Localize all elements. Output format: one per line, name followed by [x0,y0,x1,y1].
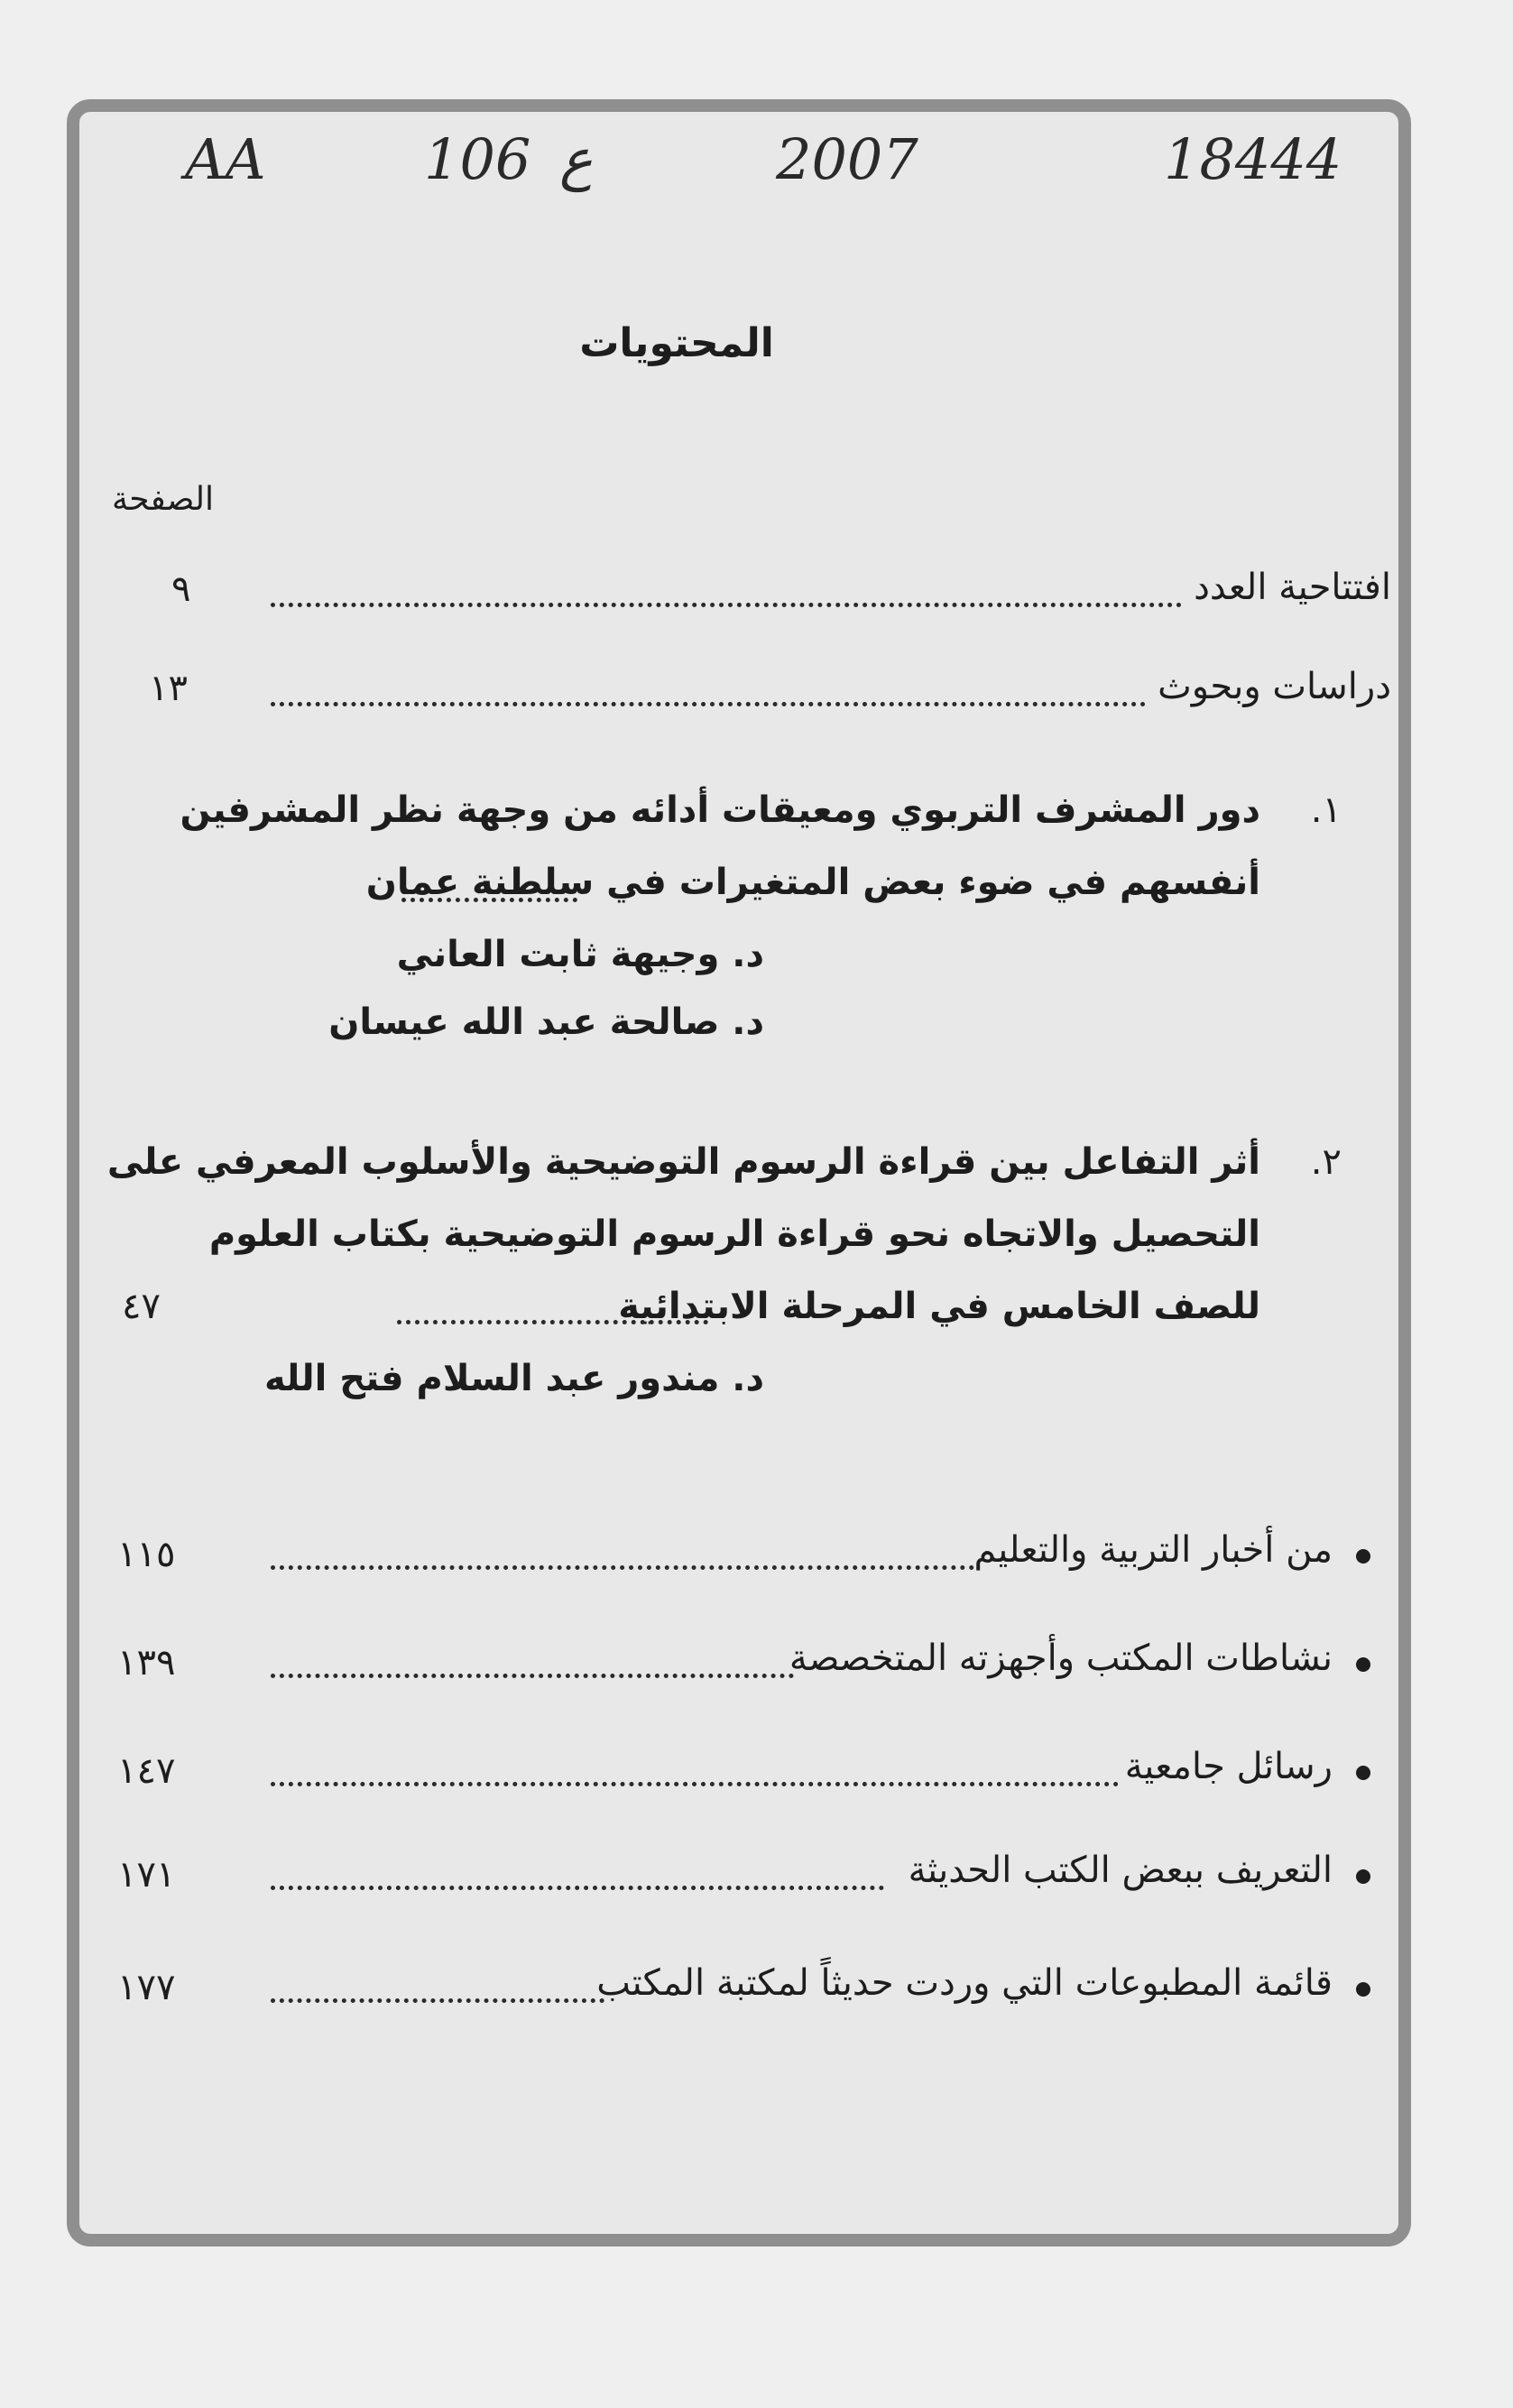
bullet [1356,1982,1370,1997]
study-title-line: دور المشرف التربوي ومعيقات أدائه من وجهة نظر المشرفين [180,789,1260,831]
study-title-line: التحصيل والاتجاه نحو قراءة الرسوم التوضيحية بكتاب العلوم [208,1213,1260,1255]
leader-dots [271,1886,884,1890]
page-number: ١٧١ [117,1854,176,1896]
page-column-header: الصفحة [112,481,214,518]
page-number: ١٣٩ [117,1642,176,1684]
study-author: د. صالحة عبد الله عيسان [328,1001,764,1043]
leader-dots [271,1565,974,1570]
page-number: ٤٧ [122,1286,161,1327]
leader-dots [271,702,1146,706]
leader-dots [401,898,577,902]
leader-dots [271,1674,794,1678]
leader-dots [271,1998,604,2003]
handwritten-mark-e: 18444 [1164,126,1342,192]
bullet [1356,1766,1370,1780]
section-label: افتتاحية العدد [1194,567,1391,608]
leader-dots [271,1782,1119,1786]
item-label: رسائل جامعية [1124,1746,1333,1787]
page-title: المحتويات [579,320,774,366]
bullet [1356,1869,1370,1884]
bullet [1356,1549,1370,1564]
handwritten-mark-a: AA [185,126,266,192]
item-label: قائمة المطبوعات التي وردت حديثاً لمكتبة المكتب [596,1962,1333,2004]
study-title-line: للصف الخامس في المرحلة الابتدائية [618,1286,1260,1327]
bullet [1356,1657,1370,1672]
study-title-line: أثر التفاعل بين قراءة الرسوم التوضيحية والأسلوب المعرفي على [106,1141,1260,1183]
leader-dots [271,603,1182,607]
page-number: ١١٥ [117,1534,176,1575]
page-number: ١٣ [149,668,188,709]
item-label: التعريف ببعض الكتب الحديثة [908,1850,1333,1891]
handwritten-mark-c: ع [559,126,593,192]
study-number: ٢. [1310,1141,1342,1183]
page-number: ٩ [171,568,191,610]
leader-dots [397,1320,708,1324]
item-label: من أخبار التربية والتعليم [973,1529,1333,1571]
item-label: نشاطات المكتب وأجهزته المتخصصة [789,1638,1333,1679]
study-number: ١. [1310,789,1342,831]
study-author: د. وجيهة ثابت العاني [396,934,764,975]
study-author: د. مندور عبد السلام فتح الله [264,1358,764,1399]
handwritten-mark-d: 2007 [776,126,918,192]
page-number: ١٧٧ [117,1967,176,2008]
handwritten-mark-b: 106 [424,126,531,192]
study-title-line: أنفسهم في ضوء بعض المتغيرات في سلطنة عمان [365,862,1260,903]
section-label: دراسات وبحوث [1158,666,1391,707]
page-number: ١٤٧ [117,1750,176,1792]
